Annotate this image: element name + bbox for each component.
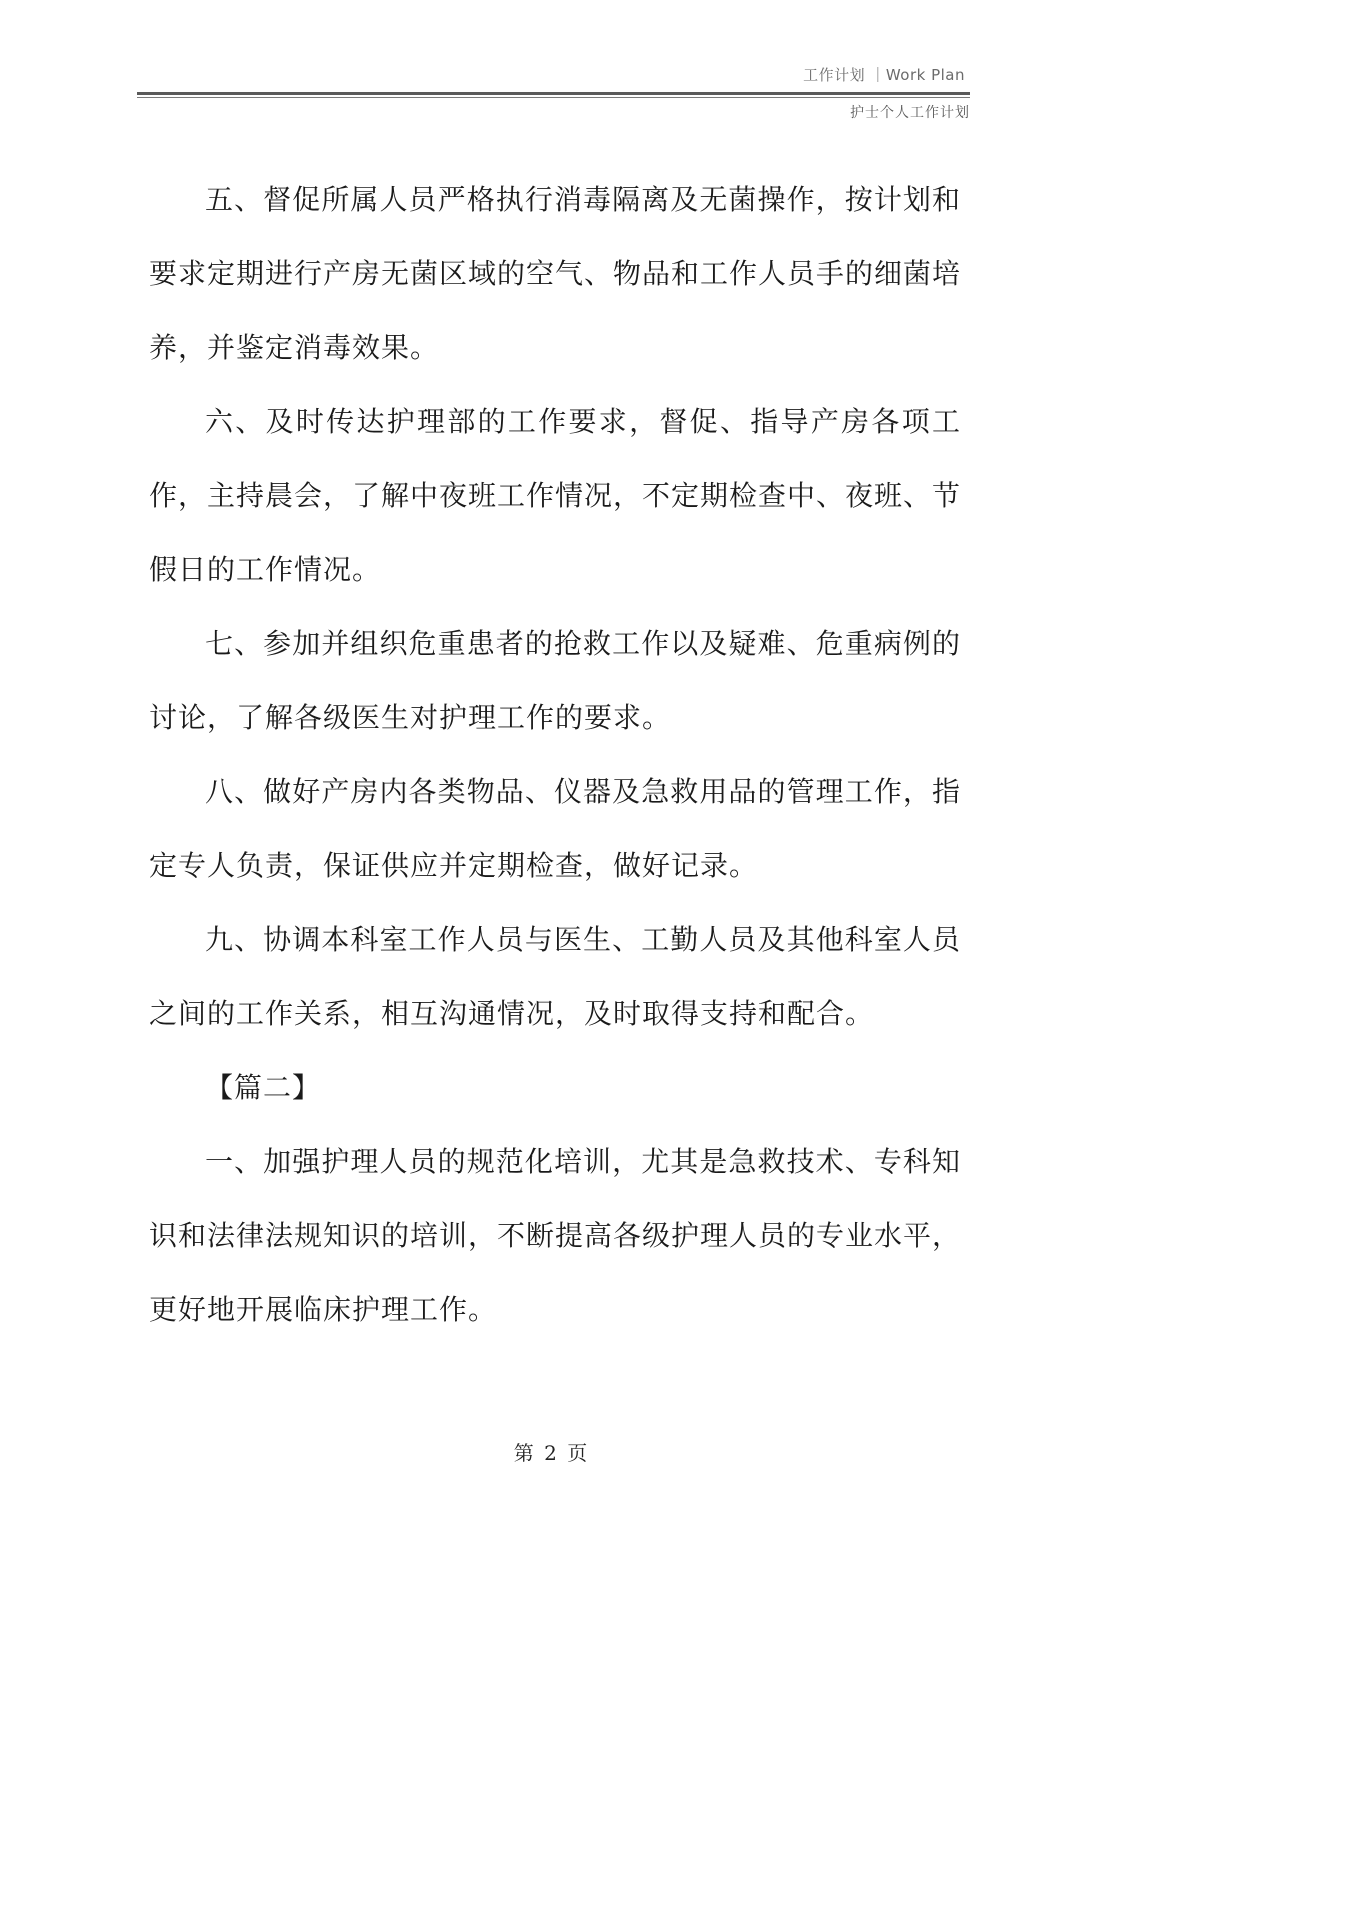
page-number: 第 2 页 [513,1441,590,1465]
paragraph-8: 八、做好产房内各类物品、仪器及急救用品的管理工作，指定专人负责，保证供应并定期检查，做好记录。 [149,775,961,882]
paragraph-part2-1: 一、加强护理人员的规范化培训，尤其是急救技术、专科知识和法律法规知识的培训，不断提高各级护理人员的专业水平，更好地开展临床护理工作。 [149,1145,962,1326]
paragraph-7: 七、参加并组织危重患者的抢救工作以及疑难、危重病例的讨论，了解各级医生对护理工作的要求。 [149,627,961,734]
paragraph-5: 五、督促所属人员严格执行消毒隔离及无菌操作，按计划和要求定期进行产房无菌区域的空气、物品和工作人员手的细菌培养，并鉴定消毒效果。 [149,183,962,364]
paragraph-9: 九、协调本科室工作人员与医生、工勤人员及其他科室人员之间的工作关系，相互沟通情况，及时取得支持和配合。 [149,923,961,1030]
document-body [149,163,961,1347]
header-title: 工作计划 ｜Work Plan [803,66,965,84]
section-heading: 【篇二】 [205,1071,322,1104]
header-divider-thick [137,92,970,95]
header-subtitle: 护士个人工作计划 [850,105,970,121]
paragraph-6: 六、及时传达护理部的工作要求，督促、指导产房各项工作，主持晨会，了解中夜班工作情况，不定期检查中、夜班、节假日的工作情况。 [149,405,962,586]
header-divider-thin [137,97,970,98]
